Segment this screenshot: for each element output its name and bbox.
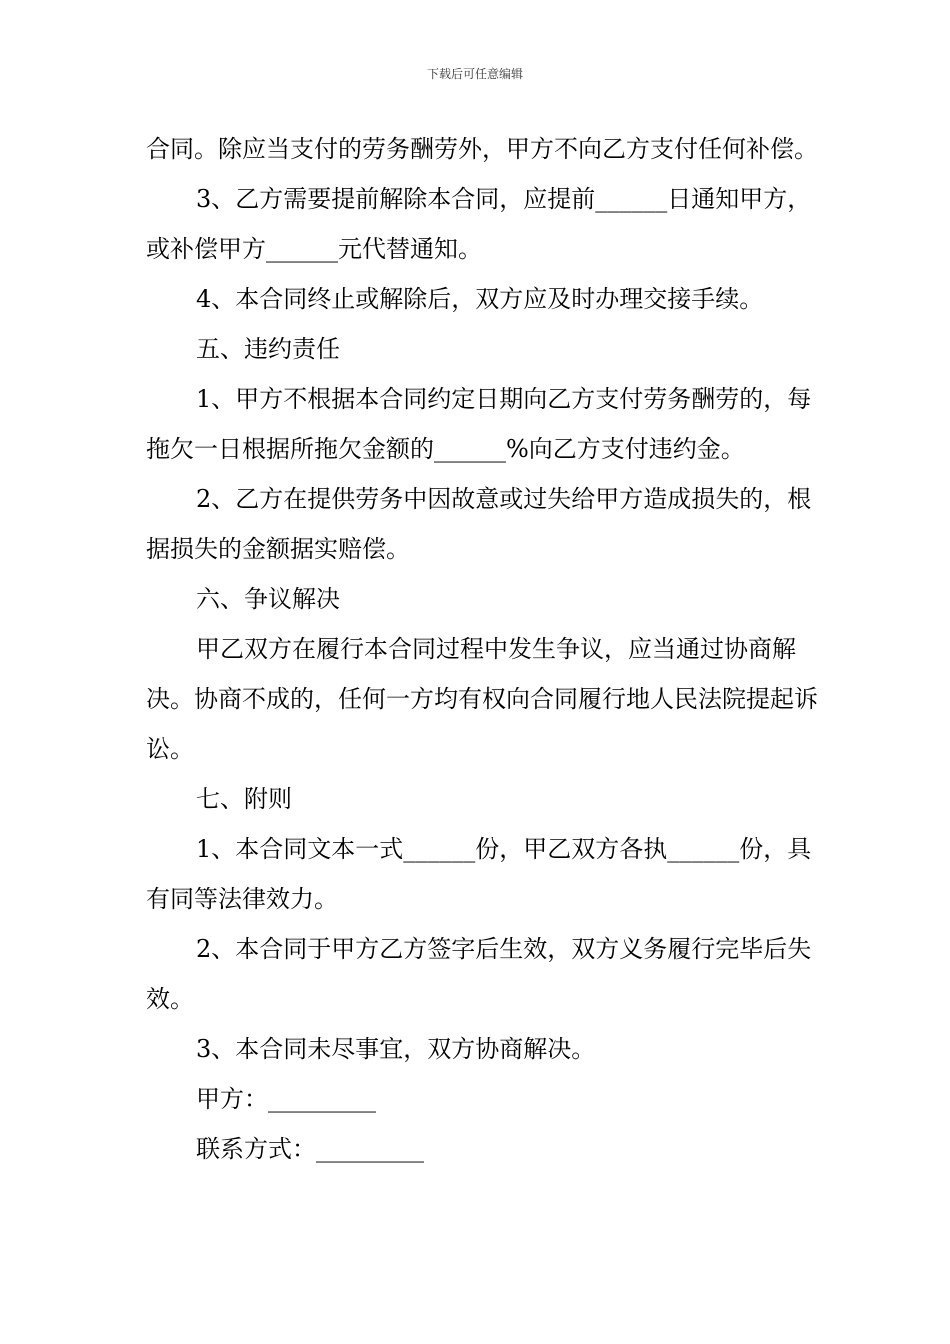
section-heading-breach: 五、违约责任: [196, 335, 340, 363]
clause-dispute-resolution: 甲乙双方在履行本合同过程中发生争议，应当通过协商解决。协商不成的，任何一方均有权向合同履行地人民法院提起诉讼。: [146, 635, 818, 763]
paragraph-continuation: 合同。除应当支付的劳务酬劳外，甲方不向乙方支付任何补偿。: [146, 135, 818, 163]
clause-unresolved-matters: 3、本合同未尽事宜，双方协商解决。: [196, 1035, 596, 1063]
contact-info-line: 联系方式：_________: [196, 1135, 424, 1163]
section-heading-supplementary: 七、附则: [196, 785, 292, 813]
clause-effectiveness: 2、本合同于甲方乙方签字后生效，双方义务履行完毕后失效。: [146, 935, 812, 1013]
clause-damages: 2、乙方在提供劳务中因故意或过失给甲方造成损失的，根据损失的金额据实赔偿。: [146, 485, 812, 563]
document-body: [146, 124, 818, 1174]
party-a-signature-line: 甲方：_________: [196, 1085, 376, 1113]
clause-handover: 4、本合同终止或解除后，双方应及时办理交接手续。: [196, 285, 764, 313]
section-heading-dispute: 六、争议解决: [196, 585, 340, 613]
page-header: 下载后可任意编辑: [426, 67, 523, 81]
clause-early-termination: 3、乙方需要提前解除本合同，应提前______日通知甲方，或补偿甲方______元代替通知。: [146, 185, 812, 263]
clause-late-payment: 1、甲方不根据本合同约定日期向乙方支付劳务酬劳的，每拖欠一日根据所拖欠金额的______%向乙方支付违约金。: [146, 385, 812, 463]
clause-copies: 1、本合同文本一式______份，甲乙双方各执______份，具有同等法律效力。: [146, 835, 812, 913]
